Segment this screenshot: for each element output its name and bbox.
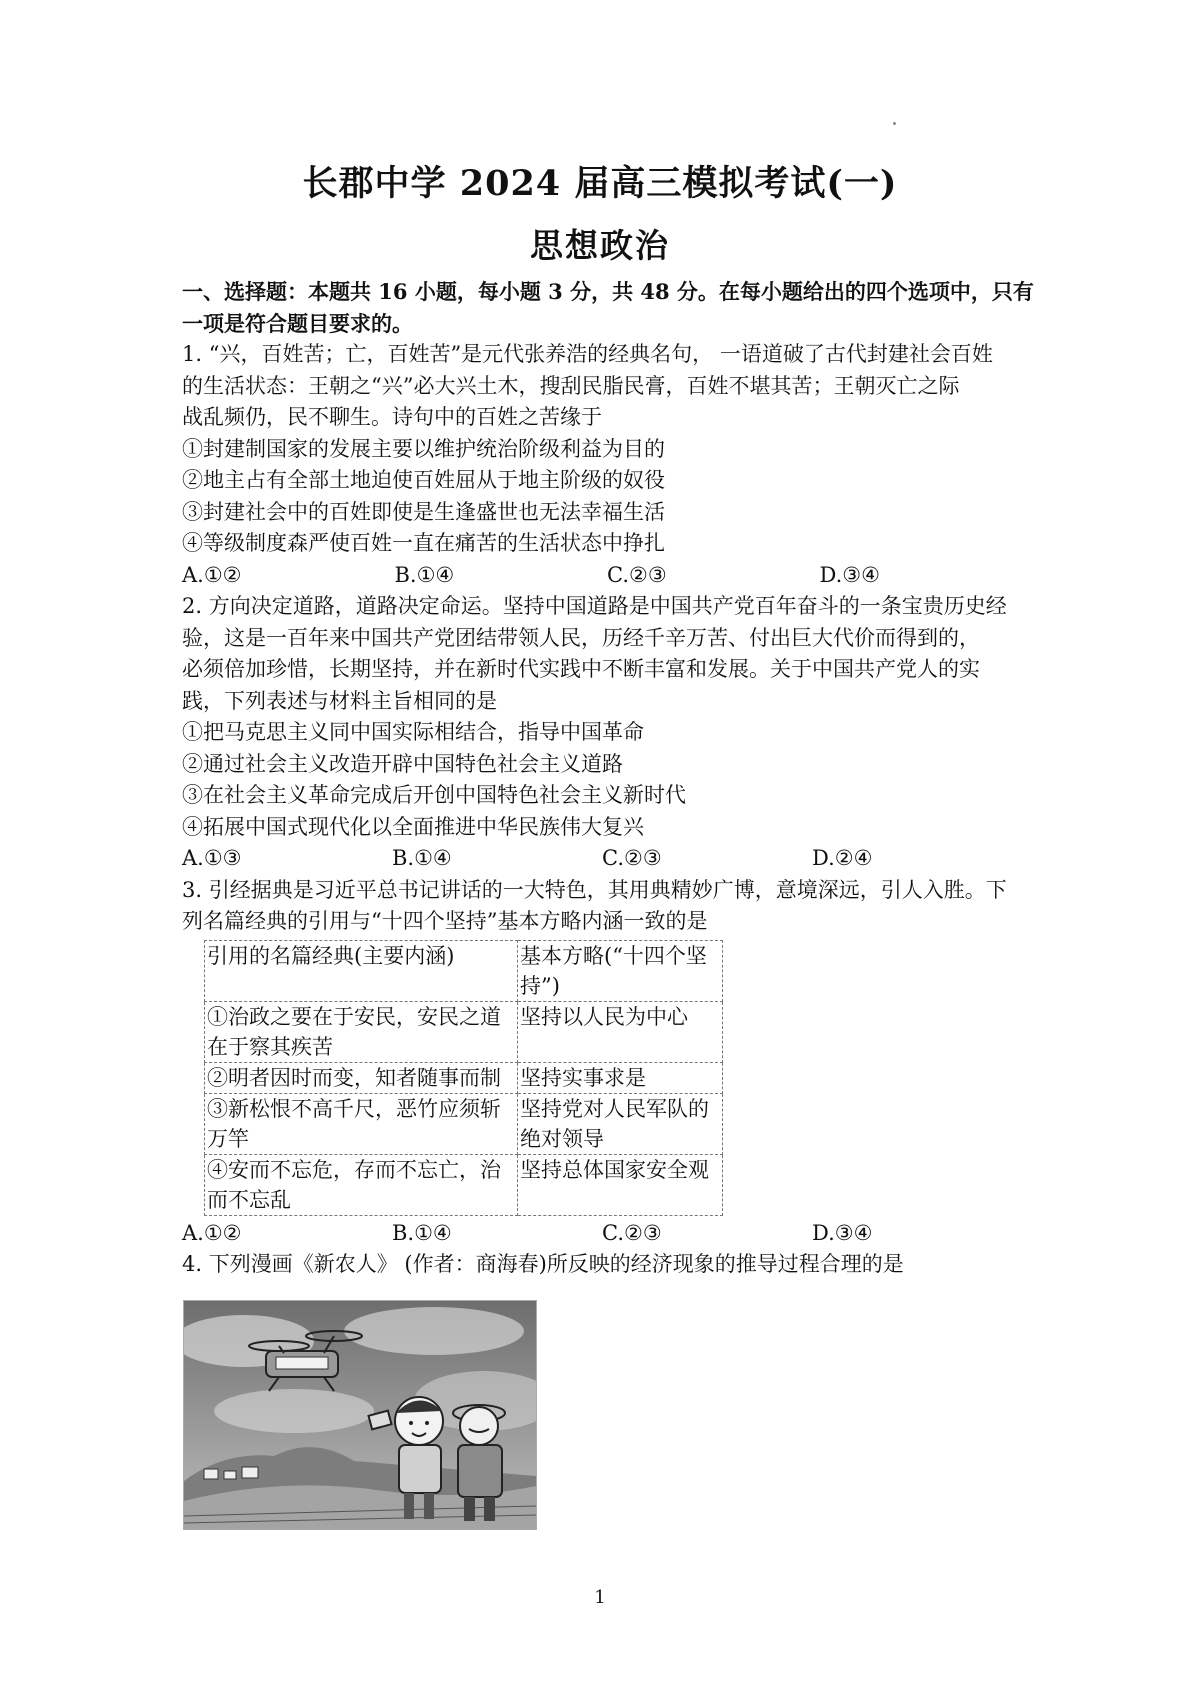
question-stem: 2. 方向决定道路，道路决定命运。坚持中国道路是中国共产党百年奋斗的一条宝贵历史经	[182, 594, 1007, 618]
statement-item: ③封建社会中的百姓即使是生逢盛世也无法幸福生活	[182, 499, 665, 524]
cartoon-drawing	[184, 1301, 536, 1529]
question-stem: 4. 下列漫画《新农人》 (作者：商海春)所反映的经济现象的推导过程合理的是	[182, 1252, 904, 1276]
table-cell: ①治政之要在于安民，安民之道在于察其疾苦	[205, 1001, 518, 1062]
subject-title: 思想政治	[530, 226, 670, 265]
section-instruction: 一项是符合题目要求的。	[182, 310, 413, 336]
exam-title: 长郡中学 2024 届高三模拟考试(一)	[302, 163, 898, 204]
table-cell: ③新松恨不高千尺，恶竹应须斩万竿	[205, 1093, 518, 1154]
cartoon-illustration	[183, 1300, 537, 1530]
question-4	[182, 1249, 1032, 1281]
table-cell: 坚持以人民为中心	[518, 1001, 723, 1062]
quotation-table	[204, 940, 723, 1216]
statement-item: ①把马克思主义同中国实际相结合，指导中国革命	[182, 720, 644, 744]
question-stem: 必须倍加珍惜，长期坚持，并在新时代实践中不断丰富和发展。关于中国共产党人的实	[182, 657, 980, 681]
statement-item: ④等级制度森严使百姓一直在痛苦的生活状态中挣扎	[182, 531, 665, 555]
option-b[interactable]: B.①④	[394, 562, 455, 587]
table-header-cell: 基本方略(“十四个坚持”)	[518, 940, 723, 1001]
option-a[interactable]: A.①②	[182, 1220, 242, 1245]
question-stem: 的生活状态：王朝之“兴”必大兴土木，搜刮民脂民膏，百姓不堪其苦；王朝灭亡之际	[182, 373, 960, 398]
table-header-row	[205, 940, 723, 1001]
speck	[893, 122, 896, 125]
option-b[interactable]: B.①④	[392, 846, 452, 870]
statement-item: ④拓展中国式现代化以全面推进中华民族伟大复兴	[182, 814, 644, 839]
table-row	[205, 1001, 723, 1062]
table-row	[205, 1093, 723, 1154]
option-c[interactable]: C.②③	[602, 846, 662, 870]
statement-item: ②通过社会主义改造开辟中国特色社会主义道路	[182, 751, 623, 776]
table-header-cell: 引用的名篇经典(主要内涵)	[205, 940, 518, 1001]
option-a[interactable]: A.①②	[182, 562, 242, 587]
question-stem: 列名篇经典的引用与“十四个坚持”基本方略内涵一致的是	[182, 909, 708, 933]
question-3	[182, 875, 1032, 1250]
table-cell: ④安而不忘危，存而不忘亡，治而不忘乱	[205, 1154, 518, 1215]
table-row	[205, 1154, 723, 1215]
table-cell: ②明者因时而变，知者随事而制	[205, 1062, 518, 1093]
question-stem: 1. “兴，百姓苦；亡，百姓苦”是元代张养浩的经典名句， 一语道破了古代封建社会百姓	[182, 342, 993, 366]
question-2	[182, 591, 1032, 875]
answer-options	[182, 843, 1032, 875]
statement-item: ③在社会主义革命完成后开创中国特色社会主义新时代	[182, 783, 686, 807]
question-stem: 验，这是一百年来中国共产党团结带领人民，历经千辛万苦、付出巨大代价而得到的，	[182, 625, 980, 650]
section-instruction: 一、选择题：本题共 16 小题，每小题 3 分，共 48 分。在每小题给出的四个选项中，只有	[182, 279, 1034, 304]
option-d[interactable]: D.③④	[819, 562, 880, 587]
statement-item: ②地主占有全部土地迫使百姓屈从于地主阶级的奴役	[182, 468, 665, 492]
table-row	[205, 1062, 723, 1093]
question-stem: 践，下列表述与材料主旨相同的是	[182, 688, 497, 713]
option-d[interactable]: D.③④	[812, 1220, 873, 1245]
option-b[interactable]: B.①④	[392, 1220, 452, 1245]
question-1	[182, 339, 1032, 591]
question-stem: 3. 引经据典是习近平总书记讲话的一大特色，其用典精妙广博，意境深远，引人入胜。下	[182, 877, 1007, 902]
answer-options	[182, 560, 1032, 592]
answer-options	[182, 1218, 1032, 1250]
page-number: 1	[594, 1587, 606, 1608]
table-cell: 坚持党对人民军队的绝对领导	[518, 1093, 723, 1154]
table-cell: 坚持实事求是	[518, 1062, 723, 1093]
option-d[interactable]: D.②④	[812, 846, 873, 870]
option-c[interactable]: C.②③	[602, 1220, 662, 1245]
exam-content	[182, 276, 1032, 1281]
table-cell: 坚持总体国家安全观	[518, 1154, 723, 1215]
option-a[interactable]: A.①③	[182, 846, 242, 870]
statement-item: ①封建制国家的发展主要以维护统治阶级利益为目的	[182, 436, 665, 461]
question-stem: 战乱频仍，民不聊生。诗句中的百姓之苦缘于	[182, 405, 602, 429]
option-c[interactable]: C.②③	[607, 562, 667, 587]
